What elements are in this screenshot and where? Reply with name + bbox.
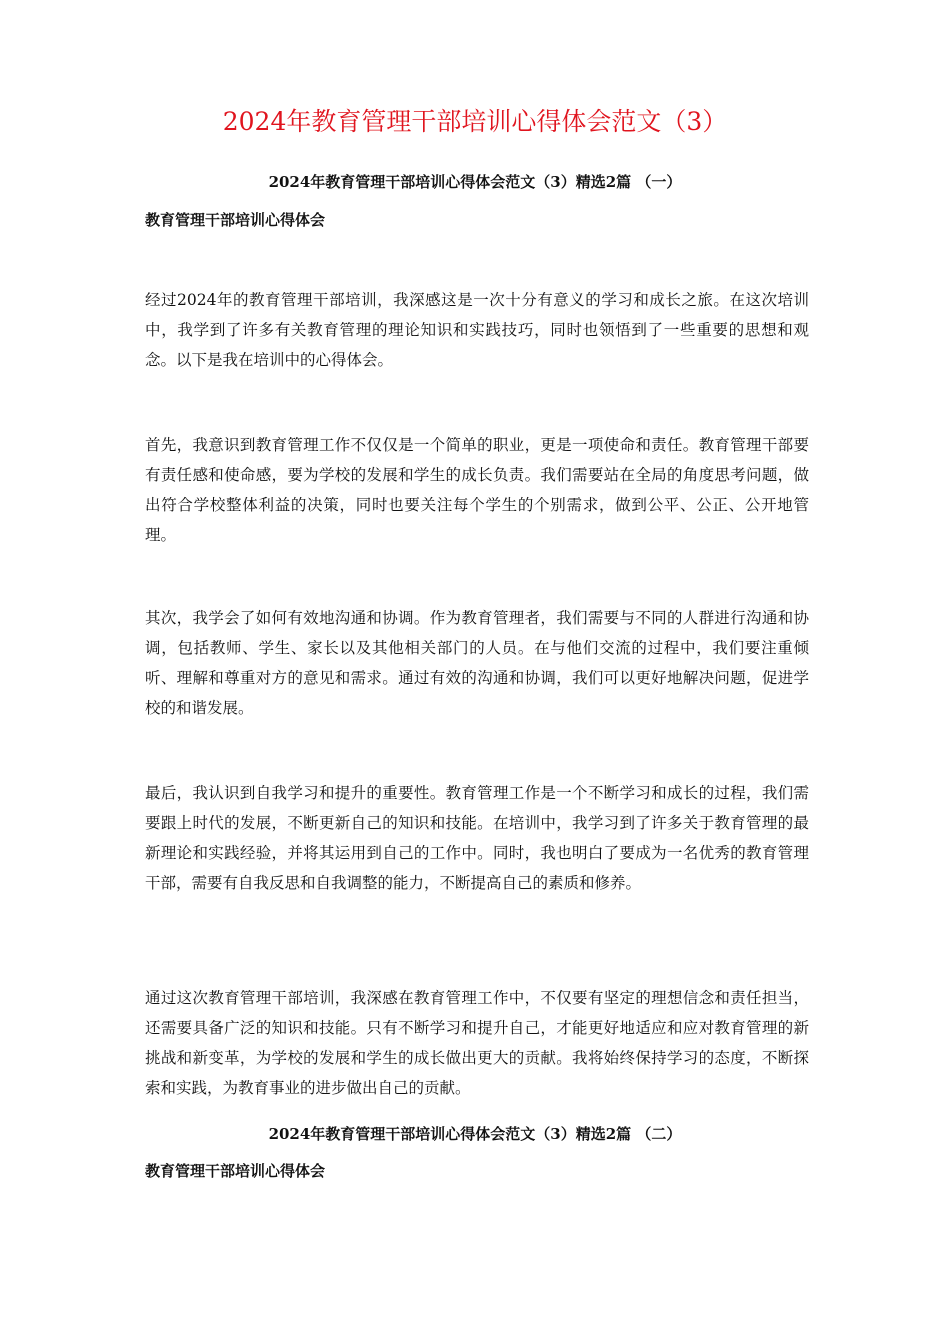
- paragraph-5: 通过这次教育管理干部培训，我深感在教育管理工作中，不仅要有坚定的理想信念和责任担当，还需要具备广泛的知识和技能。只有不断学习和提升自己，才能更好地适应和应对教育管理的新挑战和新变革，为学校的发展和学生的成长做出更大的贡献。我将始终保持学习的态度，不断探索和实践，为教育事业的进步做出自己的贡献。: [145, 989, 809, 1097]
- section-subheading-2: 教育管理干部培训心得体会: [145, 1162, 326, 1180]
- section-heading-2: 2024年教育管理干部培训心得体会范文（3）精选2篇 （二）: [268, 1125, 682, 1143]
- paragraph-3: 其次，我学会了如何有效地沟通和协调。作为教育管理者，我们需要与不同的人群进行沟通和协调，包括教师、学生、家长以及其他相关部门的人员。在与他们交流的过程中，我们要注重倾听、理解和尊重对方的意见和需求。通过有效的沟通和协调，我们可以更好地解决问题，促进学校的和谐发展。: [145, 609, 809, 717]
- document-title: 2024年教育管理干部培训心得体会范文（3）: [222, 107, 728, 136]
- paragraph-1: 经过2024年的教育管理干部培训，我深感这是一次十分有意义的学习和成长之旅。在这次培训中，我学到了许多有关教育管理的理论知识和实践技巧，同时也领悟到了一些重要的思想和观念。以下是我在培训中的心得体会。: [145, 291, 809, 369]
- section-subheading-1: 教育管理干部培训心得体会: [145, 211, 326, 229]
- section-heading-1: 2024年教育管理干部培训心得体会范文（3）精选2篇 （一）: [268, 173, 682, 191]
- paragraph-2: 首先，我意识到教育管理工作不仅仅是一个简单的职业，更是一项使命和责任。教育管理干部要有责任感和使命感，要为学校的发展和学生的成长负责。我们需要站在全局的角度思考问题，做出符合学校整体利益的决策，同时也要关注每个学生的个别需求，做到公平、公正、公开地管理。: [145, 436, 809, 544]
- paragraph-4: 最后，我认识到自我学习和提升的重要性。教育管理工作是一个不断学习和成长的过程，我们需要跟上时代的发展，不断更新自己的知识和技能。在培训中，我学习到了许多关于教育管理的最新理论和实践经验，并将其运用到自己的工作中。同时，我也明白了要成为一名优秀的教育管理干部，需要有自我反思和自我调整的能力，不断提高自己的素质和修养。: [145, 784, 809, 892]
